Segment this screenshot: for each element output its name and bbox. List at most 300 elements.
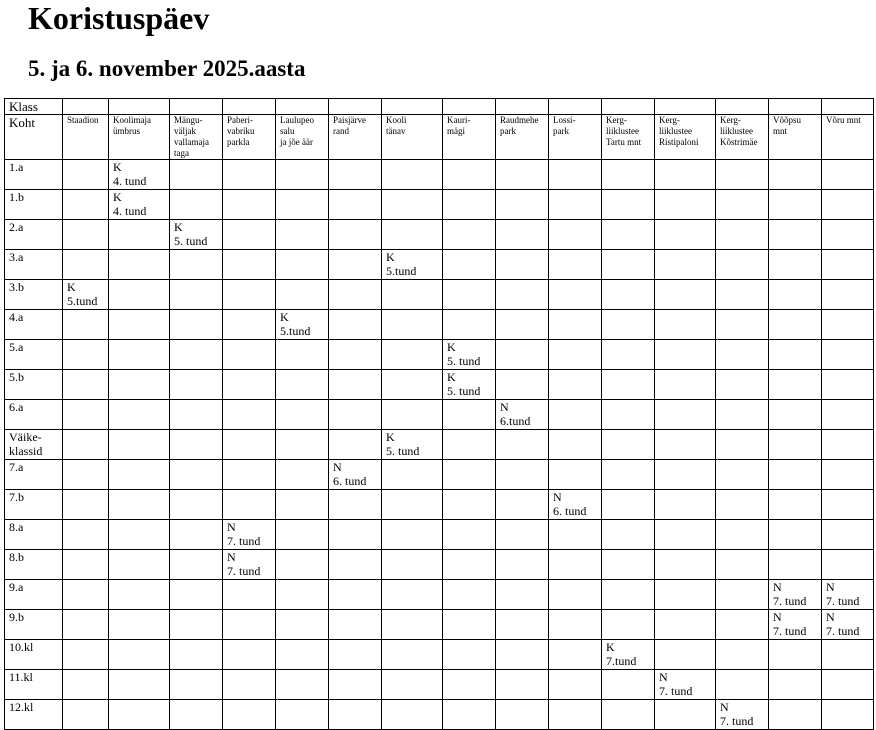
assignment-cell: N 6.tund (496, 400, 549, 430)
empty-cell (602, 310, 655, 340)
table-row (5, 490, 874, 520)
empty-cell (716, 670, 769, 700)
assignment-cell: K 5. tund (170, 220, 223, 250)
empty-cell (223, 220, 276, 250)
assignment-cell: N 7. tund (822, 580, 874, 610)
class-label: 3.a (5, 250, 63, 280)
header-blank-cell (769, 99, 822, 115)
location-header: Võru mnt (822, 115, 874, 160)
empty-cell (602, 160, 655, 190)
empty-cell (496, 340, 549, 370)
empty-cell (496, 520, 549, 550)
class-label: Väike- klassid (5, 430, 63, 460)
class-label: 10.kl (5, 640, 63, 670)
empty-cell (109, 550, 170, 580)
empty-cell (655, 160, 716, 190)
empty-cell (276, 220, 329, 250)
location-header: Paisjärve rand (329, 115, 382, 160)
empty-cell (109, 640, 170, 670)
empty-cell (549, 400, 602, 430)
empty-cell (109, 520, 170, 550)
table-row (5, 670, 874, 700)
header-row-class (5, 99, 874, 115)
empty-cell (329, 580, 382, 610)
location-header: Staadion (63, 115, 109, 160)
empty-cell (109, 280, 170, 310)
empty-cell (496, 550, 549, 580)
location-header: Kauri- mägi (443, 115, 496, 160)
empty-cell (223, 640, 276, 670)
empty-cell (276, 640, 329, 670)
empty-cell (109, 700, 170, 730)
empty-cell (223, 280, 276, 310)
empty-cell (716, 190, 769, 220)
empty-cell (655, 190, 716, 220)
empty-cell (549, 430, 602, 460)
empty-cell (443, 400, 496, 430)
assignment-cell: N 7. tund (716, 700, 769, 730)
location-header: Laulupeo salu ja jõe äär (276, 115, 329, 160)
empty-cell (170, 490, 223, 520)
empty-cell (716, 610, 769, 640)
location-header: Raudmehe park (496, 115, 549, 160)
empty-cell (276, 340, 329, 370)
empty-cell (769, 490, 822, 520)
empty-cell (716, 310, 769, 340)
empty-cell (822, 700, 874, 730)
empty-cell (382, 520, 443, 550)
empty-cell (496, 160, 549, 190)
empty-cell (329, 250, 382, 280)
header-blank-cell (443, 99, 496, 115)
empty-cell (822, 490, 874, 520)
empty-cell (276, 550, 329, 580)
empty-cell (549, 520, 602, 550)
empty-cell (276, 520, 329, 550)
empty-cell (109, 610, 170, 640)
empty-cell (276, 460, 329, 490)
empty-cell (769, 640, 822, 670)
empty-cell (716, 550, 769, 580)
empty-cell (602, 550, 655, 580)
cleaning-schedule-table (4, 98, 874, 730)
empty-cell (382, 280, 443, 310)
empty-cell (329, 700, 382, 730)
table-row (5, 430, 874, 460)
page-subtitle: 5. ja 6. november 2025.aasta (28, 56, 306, 81)
empty-cell (63, 670, 109, 700)
empty-cell (655, 550, 716, 580)
empty-cell (63, 460, 109, 490)
empty-cell (769, 520, 822, 550)
empty-cell (109, 430, 170, 460)
empty-cell (329, 520, 382, 550)
empty-cell (329, 670, 382, 700)
empty-cell (382, 640, 443, 670)
empty-cell (382, 310, 443, 340)
empty-cell (170, 550, 223, 580)
empty-cell (223, 340, 276, 370)
empty-cell (655, 580, 716, 610)
empty-cell (496, 280, 549, 310)
empty-cell (602, 430, 655, 460)
empty-cell (276, 670, 329, 700)
corner-label-location: Koht (5, 115, 63, 160)
empty-cell (329, 190, 382, 220)
header-blank-cell (602, 99, 655, 115)
empty-cell (223, 610, 276, 640)
empty-cell (822, 640, 874, 670)
empty-cell (602, 520, 655, 550)
table-row (5, 640, 874, 670)
empty-cell (329, 160, 382, 190)
table-row (5, 190, 874, 220)
empty-cell (382, 670, 443, 700)
empty-cell (170, 670, 223, 700)
location-header: Lossi- park (549, 115, 602, 160)
table-row (5, 220, 874, 250)
table-row (5, 340, 874, 370)
empty-cell (716, 370, 769, 400)
empty-cell (496, 430, 549, 460)
empty-cell (443, 640, 496, 670)
empty-cell (382, 700, 443, 730)
class-label: 1.b (5, 190, 63, 220)
empty-cell (549, 700, 602, 730)
empty-cell (443, 280, 496, 310)
empty-cell (109, 370, 170, 400)
table-row (5, 400, 874, 430)
empty-cell (223, 430, 276, 460)
class-label: 8.a (5, 520, 63, 550)
empty-cell (716, 340, 769, 370)
empty-cell (329, 490, 382, 520)
empty-cell (223, 490, 276, 520)
empty-cell (655, 220, 716, 250)
assignment-cell: N 7. tund (769, 580, 822, 610)
empty-cell (496, 490, 549, 520)
class-label: 7.a (5, 460, 63, 490)
empty-cell (329, 430, 382, 460)
empty-cell (549, 670, 602, 700)
table-row (5, 310, 874, 340)
empty-cell (716, 490, 769, 520)
empty-cell (63, 640, 109, 670)
empty-cell (329, 310, 382, 340)
empty-cell (223, 310, 276, 340)
empty-cell (769, 340, 822, 370)
empty-cell (655, 280, 716, 310)
empty-cell (549, 190, 602, 220)
empty-cell (109, 670, 170, 700)
empty-cell (63, 250, 109, 280)
empty-cell (769, 550, 822, 580)
empty-cell (443, 490, 496, 520)
location-header: Kerg- liiklustee Tartu mnt (602, 115, 655, 160)
empty-cell (329, 550, 382, 580)
empty-cell (170, 250, 223, 280)
header-blank-cell (822, 99, 874, 115)
empty-cell (769, 160, 822, 190)
empty-cell (716, 280, 769, 310)
assignment-cell: N 6. tund (329, 460, 382, 490)
empty-cell (549, 310, 602, 340)
empty-cell (769, 700, 822, 730)
empty-cell (382, 400, 443, 430)
header-blank-cell (170, 99, 223, 115)
empty-cell (276, 580, 329, 610)
header-blank-cell (716, 99, 769, 115)
location-header: Kerg- liiklustee Kõstrimäe (716, 115, 769, 160)
empty-cell (549, 340, 602, 370)
header-blank-cell (276, 99, 329, 115)
empty-cell (549, 580, 602, 610)
empty-cell (549, 160, 602, 190)
empty-cell (496, 220, 549, 250)
empty-cell (655, 430, 716, 460)
empty-cell (655, 370, 716, 400)
class-label: 5.b (5, 370, 63, 400)
empty-cell (602, 340, 655, 370)
empty-cell (655, 640, 716, 670)
location-header: Kerg- liiklustee Ristipaloni (655, 115, 716, 160)
location-header: Koolimaja ümbrus (109, 115, 170, 160)
empty-cell (602, 700, 655, 730)
empty-cell (382, 460, 443, 490)
empty-cell (769, 280, 822, 310)
empty-cell (443, 610, 496, 640)
empty-cell (496, 460, 549, 490)
empty-cell (223, 580, 276, 610)
empty-cell (63, 580, 109, 610)
header-blank-cell (329, 99, 382, 115)
empty-cell (655, 460, 716, 490)
header-row-locations (5, 115, 874, 160)
class-label: 8.b (5, 550, 63, 580)
empty-cell (170, 280, 223, 310)
class-label: 1.a (5, 160, 63, 190)
empty-cell (170, 340, 223, 370)
empty-cell (822, 460, 874, 490)
empty-cell (382, 370, 443, 400)
assignment-cell: N 7. tund (769, 610, 822, 640)
empty-cell (822, 670, 874, 700)
empty-cell (329, 400, 382, 430)
empty-cell (223, 370, 276, 400)
empty-cell (822, 400, 874, 430)
empty-cell (655, 520, 716, 550)
empty-cell (276, 490, 329, 520)
empty-cell (63, 430, 109, 460)
empty-cell (769, 370, 822, 400)
empty-cell (769, 400, 822, 430)
empty-cell (223, 670, 276, 700)
empty-cell (655, 490, 716, 520)
assignment-cell: K 5. tund (443, 370, 496, 400)
header-blank-cell (549, 99, 602, 115)
empty-cell (496, 370, 549, 400)
assignment-cell: K 4. tund (109, 160, 170, 190)
empty-cell (443, 160, 496, 190)
empty-cell (63, 700, 109, 730)
empty-cell (109, 490, 170, 520)
empty-cell (109, 250, 170, 280)
class-label: 9.b (5, 610, 63, 640)
empty-cell (170, 430, 223, 460)
empty-cell (63, 550, 109, 580)
page-title: Koristuspäev (28, 0, 210, 36)
empty-cell (63, 160, 109, 190)
empty-cell (602, 490, 655, 520)
empty-cell (276, 430, 329, 460)
empty-cell (602, 580, 655, 610)
empty-cell (109, 310, 170, 340)
empty-cell (602, 250, 655, 280)
empty-cell (170, 610, 223, 640)
empty-cell (822, 190, 874, 220)
empty-cell (329, 640, 382, 670)
empty-cell (329, 220, 382, 250)
empty-cell (223, 160, 276, 190)
location-header: Võõpsu mnt (769, 115, 822, 160)
empty-cell (716, 580, 769, 610)
table-row (5, 520, 874, 550)
class-label: 6.a (5, 400, 63, 430)
empty-cell (382, 550, 443, 580)
empty-cell (170, 190, 223, 220)
empty-cell (329, 340, 382, 370)
class-label: 4.a (5, 310, 63, 340)
empty-cell (549, 220, 602, 250)
empty-cell (822, 430, 874, 460)
empty-cell (716, 250, 769, 280)
header-blank-cell (655, 99, 716, 115)
empty-cell (769, 220, 822, 250)
empty-cell (549, 250, 602, 280)
location-header: Kooli tänav (382, 115, 443, 160)
table-row (5, 700, 874, 730)
empty-cell (223, 190, 276, 220)
empty-cell (382, 580, 443, 610)
empty-cell (170, 700, 223, 730)
empty-cell (276, 700, 329, 730)
assignment-cell: K 5. tund (443, 340, 496, 370)
empty-cell (496, 670, 549, 700)
empty-cell (655, 700, 716, 730)
empty-cell (716, 220, 769, 250)
header-blank-cell (382, 99, 443, 115)
class-label: 12.kl (5, 700, 63, 730)
empty-cell (496, 310, 549, 340)
empty-cell (549, 610, 602, 640)
empty-cell (223, 400, 276, 430)
empty-cell (382, 220, 443, 250)
header-blank-cell (496, 99, 549, 115)
empty-cell (496, 250, 549, 280)
empty-cell (822, 370, 874, 400)
empty-cell (496, 610, 549, 640)
empty-cell (716, 520, 769, 550)
empty-cell (329, 280, 382, 310)
class-label: 11.kl (5, 670, 63, 700)
empty-cell (496, 580, 549, 610)
empty-cell (276, 280, 329, 310)
empty-cell (655, 250, 716, 280)
empty-cell (716, 430, 769, 460)
empty-cell (549, 550, 602, 580)
empty-cell (443, 190, 496, 220)
header-blank-cell (109, 99, 170, 115)
empty-cell (549, 370, 602, 400)
empty-cell (223, 460, 276, 490)
empty-cell (109, 580, 170, 610)
assignment-cell: K 5.tund (382, 250, 443, 280)
empty-cell (822, 310, 874, 340)
empty-cell (655, 310, 716, 340)
empty-cell (329, 610, 382, 640)
empty-cell (822, 220, 874, 250)
empty-cell (655, 400, 716, 430)
empty-cell (382, 340, 443, 370)
table-row (5, 460, 874, 490)
class-label: 3.b (5, 280, 63, 310)
empty-cell (443, 220, 496, 250)
empty-cell (63, 610, 109, 640)
empty-cell (822, 160, 874, 190)
empty-cell (769, 310, 822, 340)
empty-cell (382, 490, 443, 520)
empty-cell (443, 670, 496, 700)
class-label: 7.b (5, 490, 63, 520)
empty-cell (63, 490, 109, 520)
empty-cell (109, 460, 170, 490)
assignment-cell: K 5.tund (63, 280, 109, 310)
assignment-cell: N 7. tund (822, 610, 874, 640)
empty-cell (443, 550, 496, 580)
empty-cell (822, 280, 874, 310)
empty-cell (443, 700, 496, 730)
empty-cell (602, 370, 655, 400)
empty-cell (602, 460, 655, 490)
assignment-cell: N 7. tund (223, 550, 276, 580)
empty-cell (170, 160, 223, 190)
class-label: 9.a (5, 580, 63, 610)
empty-cell (602, 280, 655, 310)
empty-cell (602, 610, 655, 640)
empty-cell (822, 340, 874, 370)
assignment-cell: N 7. tund (655, 670, 716, 700)
empty-cell (223, 700, 276, 730)
assignment-cell: N 7. tund (223, 520, 276, 550)
empty-cell (549, 640, 602, 670)
empty-cell (549, 460, 602, 490)
empty-cell (276, 190, 329, 220)
empty-cell (63, 340, 109, 370)
empty-cell (382, 610, 443, 640)
class-label: 2.a (5, 220, 63, 250)
empty-cell (170, 310, 223, 340)
empty-cell (63, 400, 109, 430)
empty-cell (443, 520, 496, 550)
table-row (5, 580, 874, 610)
empty-cell (170, 640, 223, 670)
empty-cell (822, 520, 874, 550)
empty-cell (443, 580, 496, 610)
empty-cell (716, 160, 769, 190)
corner-label-class: Klass (5, 99, 63, 115)
assignment-cell: K 5.tund (276, 310, 329, 340)
empty-cell (769, 190, 822, 220)
